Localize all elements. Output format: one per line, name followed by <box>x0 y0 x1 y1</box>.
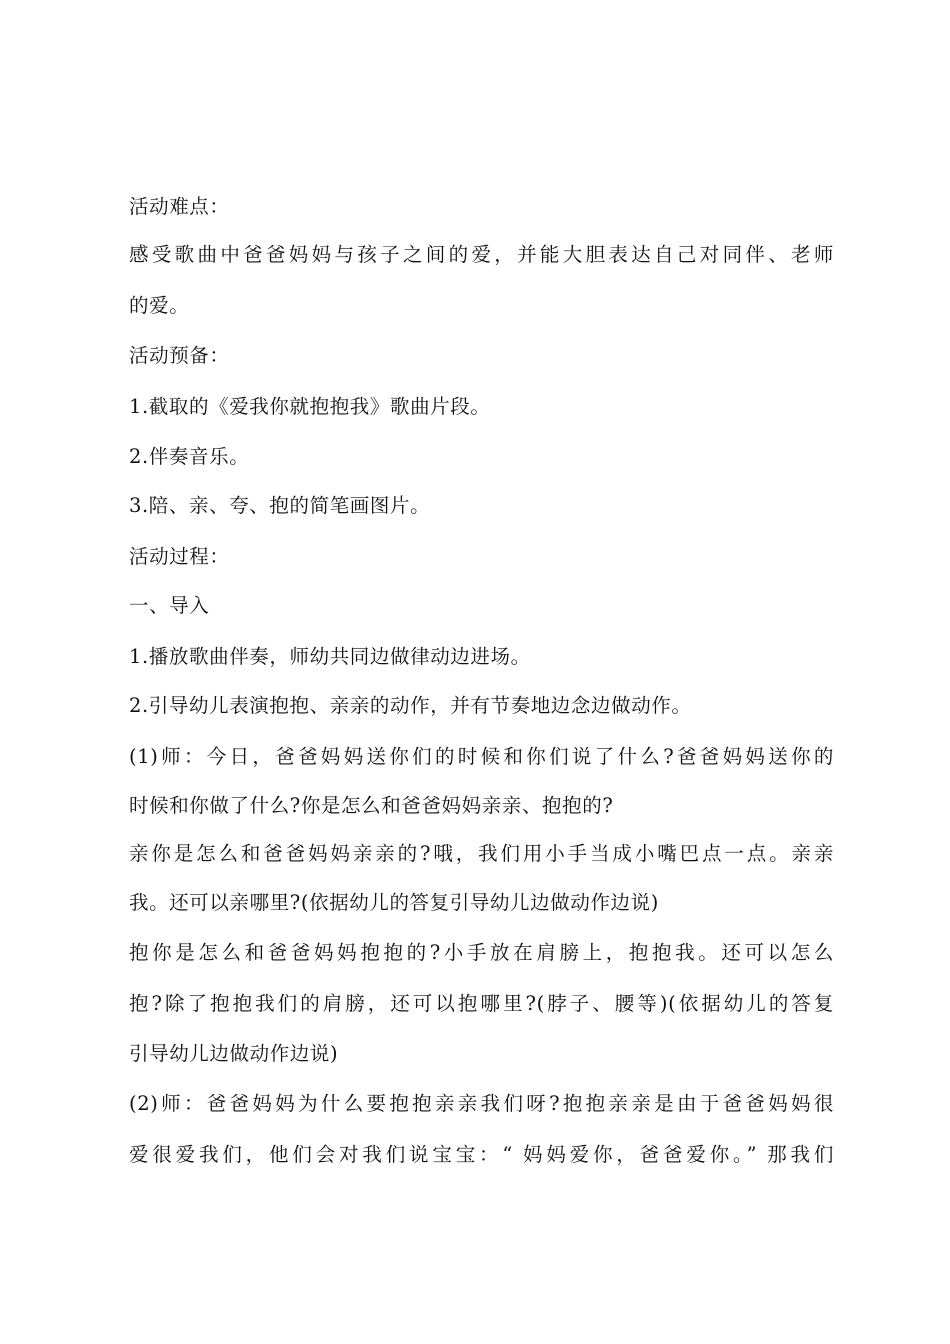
paragraph-line: (2)师：爸爸妈妈为什么要抱抱亲亲我们呀?抱抱亲亲是由于爸爸妈妈很 <box>129 1092 834 1115</box>
list-item: 1.播放歌曲伴奏，师幼共同边做律动边进场。 <box>129 645 531 668</box>
paragraph-line: 引导幼儿边做动作边说) <box>129 1042 339 1065</box>
list-item: 3.陪、亲、夸、抱的简笔画图片。 <box>129 494 431 517</box>
paragraph-line: 时候和你做了什么?你是怎么和爸爸妈妈亲亲、抱抱的? <box>129 794 614 817</box>
list-item: 1.截取的《爱我你就抱抱我》歌曲片段。 <box>129 395 491 418</box>
heading-activity-process: 活动过程： <box>129 545 230 568</box>
paragraph-line: (1)师：今日，爸爸妈妈送你们的时候和你们说了什么?爸爸妈妈送你的 <box>129 745 834 768</box>
paragraph-line: 我。还可以亲哪里?(依据幼儿的答复引导幼儿边做动作边说) <box>129 891 659 914</box>
paragraph-line: 亲你是怎么和爸爸妈妈亲亲的?哦，我们用小手当成小嘴巴点一点。亲亲 <box>129 842 834 865</box>
heading-activity-difficulty: 活动难点： <box>129 195 230 218</box>
paragraph-line: 抱?除了抱抱我们的肩膀，还可以抱哪里?(脖子、腰等)(依据幼儿的答复 <box>129 992 834 1015</box>
list-item: 2.引导幼儿表演抱抱、亲亲的动作，并有节奏地边念边做动作。 <box>129 694 692 717</box>
paragraph-line: 感受歌曲中爸爸妈妈与孩子之间的爱，并能大胆表达自己对同伴、老师 <box>129 243 834 266</box>
paragraph-line: 抱你是怎么和爸爸妈妈抱抱的?小手放在肩膀上，抱抱我。还可以怎么 <box>129 941 834 964</box>
section-heading: 一、导入 <box>129 594 210 617</box>
paragraph-line: 爱很爱我们，他们会对我们说宝宝：“ 妈妈爱你，爸爸爱你。” 那我们 <box>129 1143 834 1166</box>
heading-activity-preparation: 活动预备： <box>129 344 230 367</box>
list-item: 2.伴奏音乐。 <box>129 445 250 468</box>
paragraph-line: 的爱。 <box>129 294 190 317</box>
